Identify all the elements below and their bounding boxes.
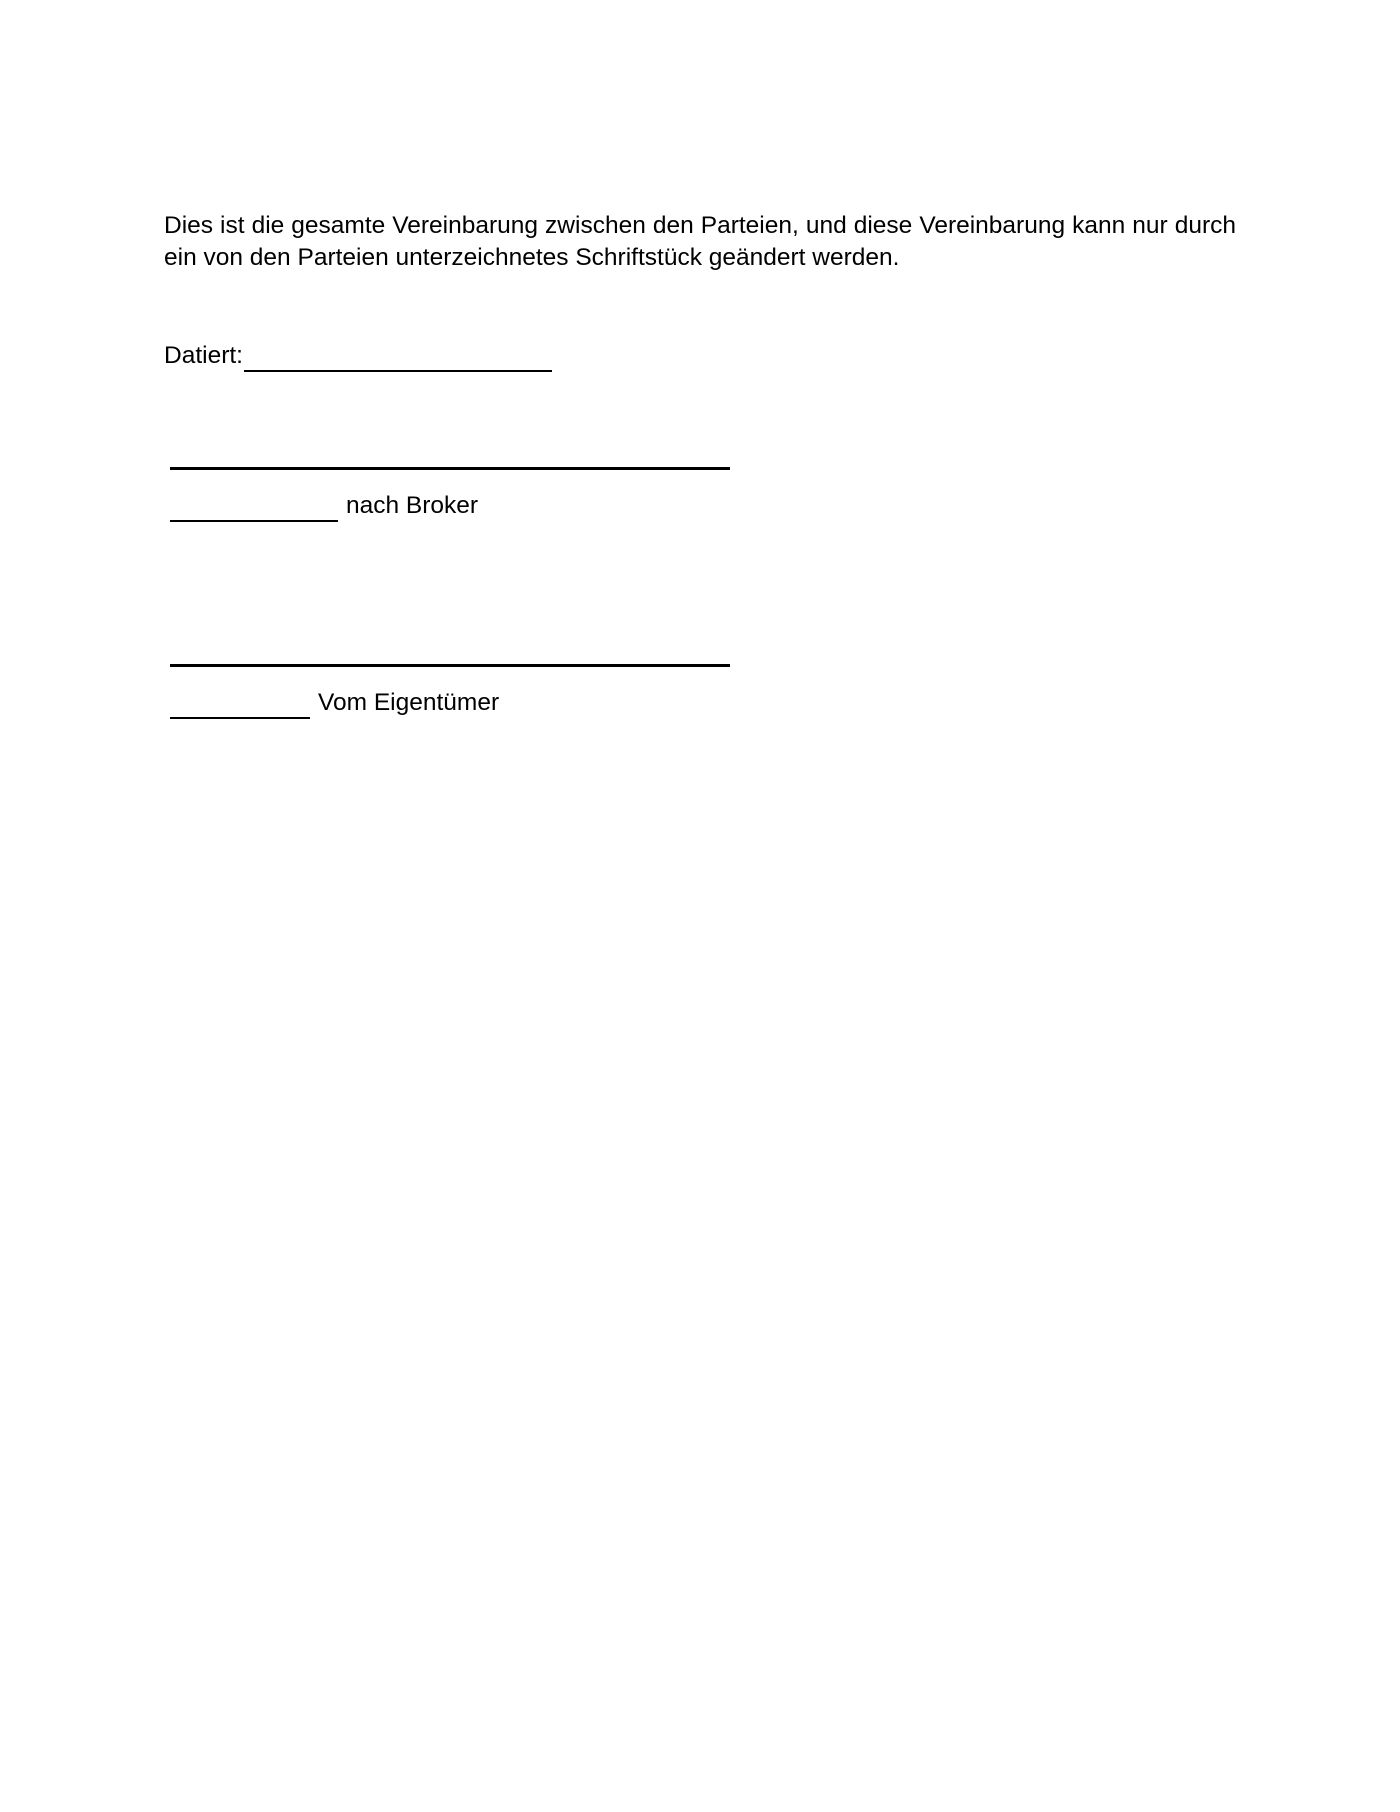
owner-label: Vom Eigentümer bbox=[318, 689, 500, 716]
broker-label: nach Broker bbox=[346, 492, 479, 519]
date-blank-line bbox=[244, 340, 552, 372]
broker-signature-line bbox=[170, 467, 730, 470]
owner-signature-line bbox=[170, 664, 730, 667]
broker-initials-blank bbox=[170, 490, 338, 522]
broker-signature-row bbox=[170, 490, 478, 522]
owner-signature-row bbox=[170, 687, 499, 719]
agreement-paragraph: Dies ist die gesamte Vereinbarung zwischen den Parteien, und diese Vereinbarung kann nur durch ein von den Parteien unterzeichnetes Schriftstück geändert werden. bbox=[164, 212, 1236, 271]
dated-row bbox=[164, 340, 552, 372]
owner-initials-blank bbox=[170, 687, 310, 719]
dated-label: Datiert: bbox=[164, 342, 243, 369]
